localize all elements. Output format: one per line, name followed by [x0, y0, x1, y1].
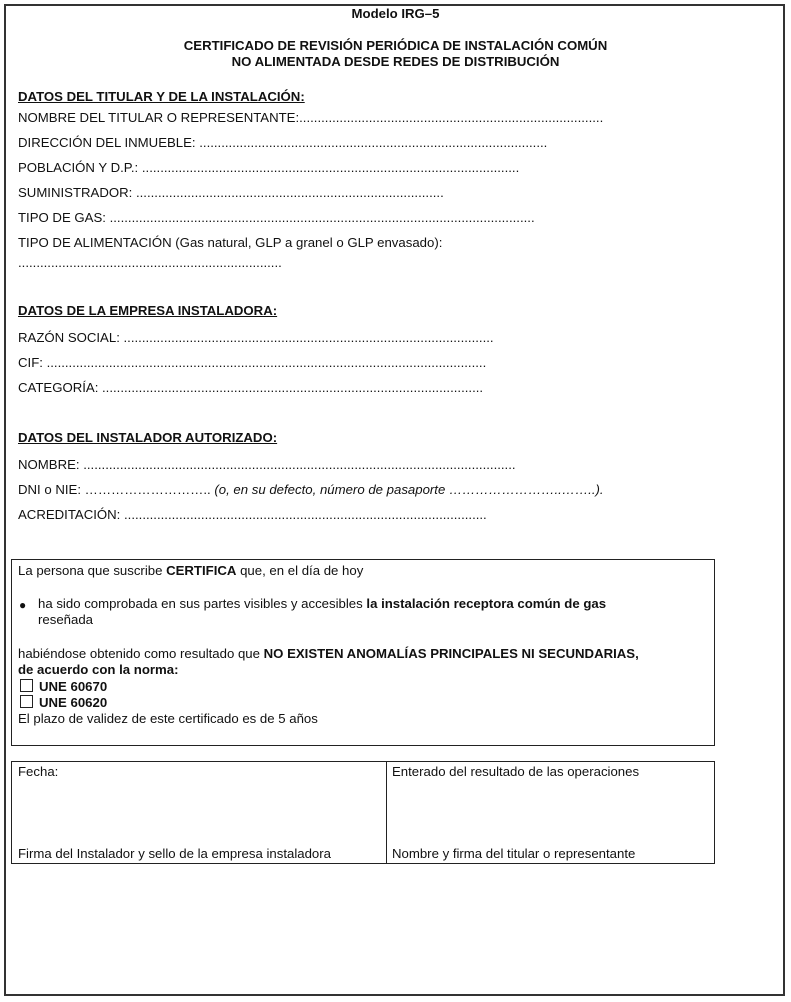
tipo-gas-field[interactable]: TIPO DE GAS: ....................................................................................................................: [18, 210, 535, 225]
acreditacion-field[interactable]: ACREDITACIÓN: ...................................................................................................: [18, 507, 487, 522]
bullet-text: [38, 596, 606, 612]
cif-field[interactable]: CIF: ........................................................................................................................: [18, 355, 487, 370]
bullet-text-line2: reseñada: [38, 612, 93, 627]
categoria-field[interactable]: CATEGORÍA: ........................................................................................................: [18, 380, 484, 395]
instalador-nombre-field[interactable]: NOMBRE: ......................................................................................................................: [18, 457, 516, 472]
option-une-60620[interactable]: [20, 695, 107, 711]
option-une-60670[interactable]: [20, 679, 107, 695]
titular-heading: DATOS DEL TITULAR Y DE LA INSTALACIÓN:: [18, 89, 305, 104]
result-bold: NO EXISTEN ANOMALÍAS PRINCIPALES NI SECUNDARIAS,: [263, 646, 639, 661]
document-title-line1: CERTIFICADO DE REVISIÓN PERIÓDICA DE INSTALACIÓN COMÚN: [183, 38, 608, 53]
result-statement: [18, 646, 639, 662]
checkbox-icon[interactable]: [20, 695, 33, 708]
checkbox-icon[interactable]: [20, 679, 33, 692]
enterado-label: Enterado del resultado de las operaciones: [392, 764, 640, 779]
certifica-bold: CERTIFICA: [166, 563, 237, 578]
firma-instalador-label[interactable]: Firma del Instalador y sello de la empresa instaladora: [18, 846, 331, 861]
certifica-pre: La persona que suscribe: [18, 563, 167, 578]
direccion-field[interactable]: DIRECCIÓN DEL INMUEBLE: ...............................................................................................: [18, 135, 548, 150]
document-title-line2: NO ALIMENTADA DESDE REDES DE DISTRIBUCIÓN: [231, 54, 560, 69]
option-une-60670-label: UNE 60670: [39, 679, 108, 694]
pasaporte-label: (o, en su defecto, número de pasaporte ……………………..……..).: [214, 482, 604, 497]
tipo-alimentacion-field[interactable]: ........................................................................: [18, 255, 282, 270]
fecha-label[interactable]: Fecha:: [18, 764, 59, 779]
result-pre: habiéndose obtenido como resultado que: [18, 646, 264, 661]
instalador-heading: DATOS DEL INSTALADOR AUTORIZADO:: [18, 430, 278, 445]
bullet-bold: la instalación receptora común de gas: [366, 596, 607, 611]
option-une-60620-label: UNE 60620: [39, 695, 108, 710]
firma-titular-label[interactable]: Nombre y firma del titular o representante: [392, 846, 636, 861]
titular-nombre-field[interactable]: NOMBRE DEL TITULAR O REPRESENTANTE:...................................................................................: [18, 110, 604, 125]
certifica-statement: [18, 563, 363, 579]
dni-label: DNI o NIE: ………………………..: [18, 482, 211, 497]
bullet-pre: ha sido comprobada en sus partes visibles y accesibles: [38, 596, 367, 611]
razon-social-field[interactable]: RAZÓN SOCIAL: .....................................................................................................: [18, 330, 494, 345]
dni-field[interactable]: [18, 482, 604, 498]
signature-divider: [386, 761, 387, 864]
bullet-icon: ●: [19, 598, 27, 612]
model-label: Modelo IRG–5: [351, 6, 440, 21]
empresa-heading: DATOS DE LA EMPRESA INSTALADORA:: [18, 303, 278, 318]
poblacion-field[interactable]: POBLACIÓN Y D.P.: .......................................................................................................: [18, 160, 520, 175]
certifica-post: que, en el día de hoy: [236, 563, 364, 578]
validity-text: El plazo de validez de este certificado es de 5 años: [18, 711, 318, 726]
result-line2: de acuerdo con la norma:: [18, 662, 179, 677]
suministrador-field[interactable]: SUMINISTRADOR: ....................................................................................: [18, 185, 444, 200]
tipo-alimentacion-label: TIPO DE ALIMENTACIÓN (Gas natural, GLP a granel o GLP envasado):: [18, 235, 443, 250]
